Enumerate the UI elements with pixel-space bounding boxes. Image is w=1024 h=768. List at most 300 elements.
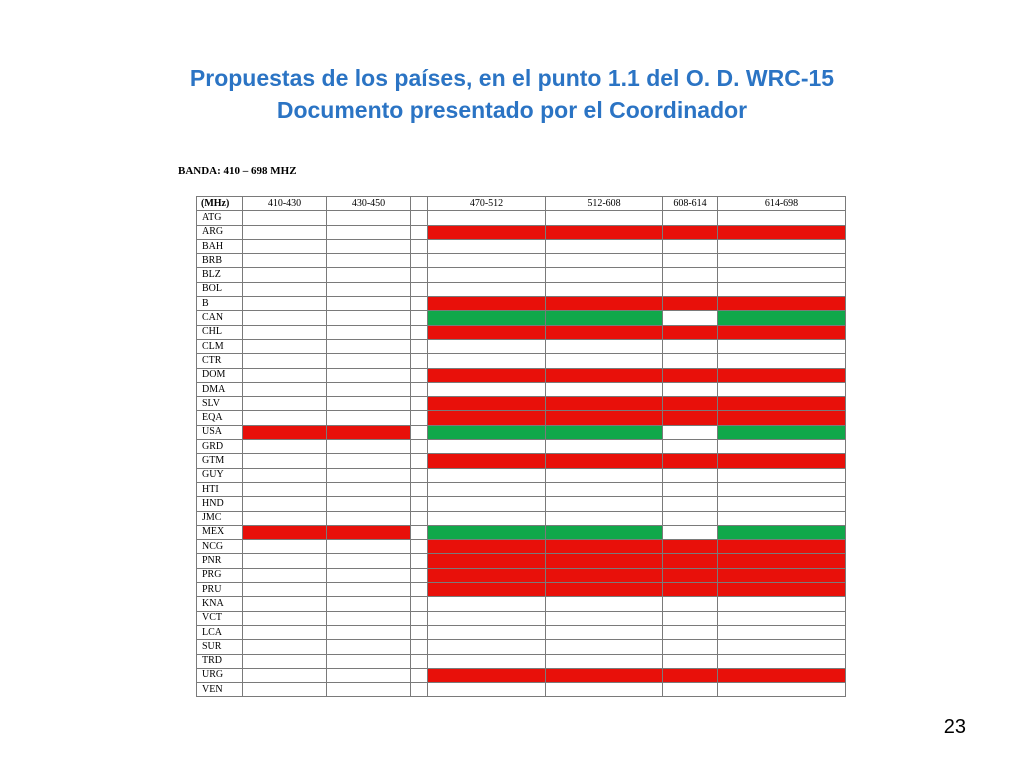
band-cell (411, 382, 428, 396)
band-cell (428, 382, 546, 396)
band-cell-red (663, 568, 718, 582)
band-cell (546, 282, 663, 296)
band-cell (327, 368, 411, 382)
band-cell-red (718, 568, 846, 582)
table-row (197, 325, 846, 339)
column-header: 512-608 (546, 197, 663, 211)
band-cell (327, 239, 411, 253)
band-cell (428, 239, 546, 253)
band-cell-red (428, 568, 546, 582)
band-cell (546, 683, 663, 697)
band-cell (546, 382, 663, 396)
band-cell-red (428, 297, 546, 311)
band-cell (411, 339, 428, 353)
band-cell (327, 540, 411, 554)
table-row (197, 411, 846, 425)
band-cell (411, 611, 428, 625)
band-cell (243, 683, 327, 697)
column-header: 470-512 (428, 197, 546, 211)
band-cell (546, 254, 663, 268)
band-cell (718, 511, 846, 525)
band-cell (663, 311, 718, 325)
band-cell (411, 668, 428, 682)
band-cell (663, 268, 718, 282)
country-code: CAN (197, 311, 243, 325)
country-code: VCT (197, 611, 243, 625)
band-cell (663, 625, 718, 639)
band-cell-red (428, 668, 546, 682)
band-cell (428, 354, 546, 368)
band-cell (546, 511, 663, 525)
table-row (197, 554, 846, 568)
band-cell (428, 597, 546, 611)
band-cell (411, 225, 428, 239)
band-cell-red (718, 368, 846, 382)
band-cell (327, 482, 411, 496)
band-cell-red (663, 397, 718, 411)
column-header: 430-450 (327, 197, 411, 211)
band-cell (243, 640, 327, 654)
country-code: PNR (197, 554, 243, 568)
band-cell-red (546, 668, 663, 682)
band-cell (546, 640, 663, 654)
band-cell (327, 583, 411, 597)
band-cell (243, 583, 327, 597)
band-label: BANDA: 410 – 698 MHZ (178, 165, 297, 177)
band-cell (243, 211, 327, 225)
band-cell (428, 611, 546, 625)
band-cell-red (718, 554, 846, 568)
band-cell (243, 297, 327, 311)
band-cell (546, 468, 663, 482)
band-cell (243, 354, 327, 368)
band-cell (718, 339, 846, 353)
band-cell-red (718, 540, 846, 554)
column-header: 410-430 (243, 197, 327, 211)
band-cell (718, 254, 846, 268)
table-header-row (197, 197, 846, 211)
title-line-2: Documento presentado por el Coordinador (276, 97, 748, 123)
band-cell (243, 339, 327, 353)
band-cell (428, 683, 546, 697)
country-code: GRD (197, 440, 243, 454)
band-cell-green (718, 311, 846, 325)
band-cell (243, 482, 327, 496)
table-row (197, 339, 846, 353)
band-cell-red (428, 397, 546, 411)
country-code: BAH (197, 239, 243, 253)
band-cell (718, 239, 846, 253)
band-cell (663, 597, 718, 611)
table-row (197, 425, 846, 439)
band-cell-red (546, 554, 663, 568)
band-cell (327, 225, 411, 239)
band-cell (411, 297, 428, 311)
band-cell (663, 640, 718, 654)
band-cell-red (428, 540, 546, 554)
country-code: CHL (197, 325, 243, 339)
band-cell (546, 211, 663, 225)
band-cell (327, 511, 411, 525)
column-header (411, 197, 428, 211)
band-cell-red (327, 425, 411, 439)
band-cell-red (718, 454, 846, 468)
band-cell (411, 540, 428, 554)
table-row (197, 354, 846, 368)
country-code: MEX (197, 525, 243, 539)
column-header: 608-614 (663, 197, 718, 211)
unit-header: (MHz) (197, 197, 243, 211)
country-code: BOL (197, 282, 243, 296)
band-cell (327, 554, 411, 568)
band-cell (663, 354, 718, 368)
country-code: USA (197, 425, 243, 439)
band-cell-green (546, 525, 663, 539)
band-cell (327, 211, 411, 225)
band-cell (411, 425, 428, 439)
band-cell (411, 497, 428, 511)
band-cell (411, 597, 428, 611)
band-cell-green (546, 425, 663, 439)
band-cell (718, 282, 846, 296)
table-row (197, 583, 846, 597)
band-cell (718, 640, 846, 654)
band-cell (428, 497, 546, 511)
band-cell-red (428, 454, 546, 468)
table-row (197, 297, 846, 311)
band-cell (718, 382, 846, 396)
band-cell (411, 311, 428, 325)
band-cell-green (428, 311, 546, 325)
country-code: CLM (197, 339, 243, 353)
band-cell (663, 511, 718, 525)
band-cell (718, 654, 846, 668)
table-row (197, 568, 846, 582)
table-row (197, 683, 846, 697)
table-row (197, 368, 846, 382)
band-cell (411, 468, 428, 482)
country-code: ARG (197, 225, 243, 239)
band-cell (663, 425, 718, 439)
country-code: HND (197, 497, 243, 511)
band-cell (243, 454, 327, 468)
band-cell (327, 397, 411, 411)
band-cell (243, 382, 327, 396)
band-cell-green (718, 425, 846, 439)
table-row (197, 382, 846, 396)
band-cell (663, 254, 718, 268)
country-code: DMA (197, 382, 243, 396)
country-code: LCA (197, 625, 243, 639)
band-cell (243, 397, 327, 411)
table-row (197, 239, 846, 253)
band-cell (428, 468, 546, 482)
country-code: HTI (197, 482, 243, 496)
band-cell-red (428, 583, 546, 597)
band-cell-red (428, 411, 546, 425)
country-code: SLV (197, 397, 243, 411)
frequency-band-table (196, 196, 846, 697)
band-cell (243, 254, 327, 268)
band-cell (327, 254, 411, 268)
band-cell-red (718, 583, 846, 597)
band-cell (718, 625, 846, 639)
band-cell (428, 440, 546, 454)
band-cell (327, 282, 411, 296)
table-row (197, 211, 846, 225)
table-row (197, 254, 846, 268)
band-cell-red (546, 297, 663, 311)
band-cell-red (546, 397, 663, 411)
band-cell-green (428, 425, 546, 439)
band-cell-green (546, 311, 663, 325)
band-cell-red (546, 454, 663, 468)
band-cell (243, 625, 327, 639)
band-cell (663, 482, 718, 496)
band-cell-red (718, 325, 846, 339)
band-cell (243, 597, 327, 611)
band-cell (663, 282, 718, 296)
band-cell (663, 611, 718, 625)
band-cell (663, 211, 718, 225)
column-header: 614-698 (718, 197, 846, 211)
band-cell (327, 625, 411, 639)
band-cell (327, 268, 411, 282)
country-code: JMC (197, 511, 243, 525)
band-cell (243, 654, 327, 668)
band-cell (243, 554, 327, 568)
band-cell-red (546, 568, 663, 582)
band-cell (546, 268, 663, 282)
band-cell (428, 625, 546, 639)
band-cell (327, 382, 411, 396)
band-cell (546, 597, 663, 611)
band-cell (428, 482, 546, 496)
band-cell (546, 482, 663, 496)
band-cell (411, 354, 428, 368)
band-cell-red (243, 425, 327, 439)
band-cell (411, 268, 428, 282)
band-cell-red (718, 668, 846, 682)
table-row (197, 511, 846, 525)
band-cell (663, 440, 718, 454)
band-cell (327, 339, 411, 353)
band-cell-red (428, 368, 546, 382)
band-cell (327, 654, 411, 668)
band-cell (663, 497, 718, 511)
band-cell (411, 254, 428, 268)
band-cell (718, 268, 846, 282)
band-cell-red (546, 540, 663, 554)
band-cell-red (428, 554, 546, 568)
table-row (197, 625, 846, 639)
band-cell (718, 611, 846, 625)
table-row (197, 668, 846, 682)
country-code: CTR (197, 354, 243, 368)
band-cell-red (428, 325, 546, 339)
band-cell (546, 625, 663, 639)
table-row (197, 440, 846, 454)
band-cell-red (327, 525, 411, 539)
country-code: ATG (197, 211, 243, 225)
band-cell-green (718, 525, 846, 539)
band-cell (718, 354, 846, 368)
band-cell-red (663, 368, 718, 382)
table-row (197, 525, 846, 539)
table-row (197, 497, 846, 511)
band-cell (663, 468, 718, 482)
band-cell (428, 640, 546, 654)
country-code: TRD (197, 654, 243, 668)
band-cell-red (663, 454, 718, 468)
country-code: EQA (197, 411, 243, 425)
band-cell (663, 525, 718, 539)
band-cell (243, 411, 327, 425)
band-cell (411, 454, 428, 468)
band-cell-red (546, 325, 663, 339)
band-cell (718, 440, 846, 454)
country-code: SUR (197, 640, 243, 654)
band-cell (411, 397, 428, 411)
band-cell (411, 511, 428, 525)
band-cell (327, 311, 411, 325)
band-cell (411, 554, 428, 568)
band-cell (663, 339, 718, 353)
table-row (197, 597, 846, 611)
band-cell (327, 325, 411, 339)
band-cell (327, 668, 411, 682)
band-cell (546, 497, 663, 511)
band-cell (327, 640, 411, 654)
band-cell-red (718, 411, 846, 425)
band-cell (243, 325, 327, 339)
band-cell (663, 382, 718, 396)
band-cell (411, 640, 428, 654)
band-cell (327, 683, 411, 697)
band-cell (243, 268, 327, 282)
country-code: VEN (197, 683, 243, 697)
page-number: 23 (943, 716, 966, 738)
table-row (197, 282, 846, 296)
band-cell (428, 339, 546, 353)
band-cell (327, 468, 411, 482)
band-cell (411, 411, 428, 425)
band-cell (411, 368, 428, 382)
band-cell-red (718, 397, 846, 411)
band-cell-red (663, 583, 718, 597)
band-cell-red (663, 668, 718, 682)
band-cell (411, 482, 428, 496)
country-code: GTM (197, 454, 243, 468)
band-cell (718, 497, 846, 511)
band-cell (243, 440, 327, 454)
country-code: NCG (197, 540, 243, 554)
country-code: DOM (197, 368, 243, 382)
band-cell (411, 525, 428, 539)
table-row (197, 640, 846, 654)
table-row (197, 454, 846, 468)
band-cell (243, 468, 327, 482)
band-cell (428, 282, 546, 296)
band-cell (718, 482, 846, 496)
band-cell (663, 683, 718, 697)
slide-title (0, 62, 1024, 126)
band-cell (243, 239, 327, 253)
band-cell (718, 468, 846, 482)
band-cell (718, 683, 846, 697)
band-cell (546, 611, 663, 625)
band-cell (411, 583, 428, 597)
band-cell (411, 440, 428, 454)
band-cell-red (663, 411, 718, 425)
table-row (197, 268, 846, 282)
band-cell (411, 568, 428, 582)
band-cell (327, 454, 411, 468)
band-cell (428, 511, 546, 525)
band-cell-red (428, 225, 546, 239)
band-cell (663, 239, 718, 253)
band-cell (327, 497, 411, 511)
band-cell-green (428, 525, 546, 539)
table-row (197, 482, 846, 496)
band-cell (663, 654, 718, 668)
band-cell-red (663, 297, 718, 311)
country-code: GUY (197, 468, 243, 482)
band-cell (243, 368, 327, 382)
band-cell (411, 625, 428, 639)
country-code: KNA (197, 597, 243, 611)
band-cell (546, 440, 663, 454)
band-cell (411, 325, 428, 339)
band-cell (428, 254, 546, 268)
band-cell (243, 282, 327, 296)
band-cell (546, 354, 663, 368)
band-cell (327, 597, 411, 611)
country-code: PRG (197, 568, 243, 582)
country-code: PRU (197, 583, 243, 597)
table-row (197, 611, 846, 625)
band-cell (243, 311, 327, 325)
band-cell (327, 297, 411, 311)
band-cell-red (663, 325, 718, 339)
band-cell (243, 611, 327, 625)
country-code: URG (197, 668, 243, 682)
band-cell (327, 354, 411, 368)
table-row (197, 311, 846, 325)
title-line-1: Propuestas de los países, en el punto 1.1 del O. D. WRC-15 (189, 65, 835, 91)
band-cell (243, 540, 327, 554)
country-code: B (197, 297, 243, 311)
table-row (197, 540, 846, 554)
table-row (197, 654, 846, 668)
band-cell (327, 440, 411, 454)
band-cell-red (663, 225, 718, 239)
band-cell (546, 239, 663, 253)
band-cell-red (546, 411, 663, 425)
band-cell-red (718, 297, 846, 311)
band-cell (428, 654, 546, 668)
band-cell-red (546, 225, 663, 239)
table-row (197, 225, 846, 239)
band-cell-red (663, 540, 718, 554)
band-cell (411, 282, 428, 296)
band-cell-red (243, 525, 327, 539)
country-code: BLZ (197, 268, 243, 282)
table-body (197, 211, 846, 697)
band-cell (327, 568, 411, 582)
band-cell-red (718, 225, 846, 239)
band-cell (546, 339, 663, 353)
